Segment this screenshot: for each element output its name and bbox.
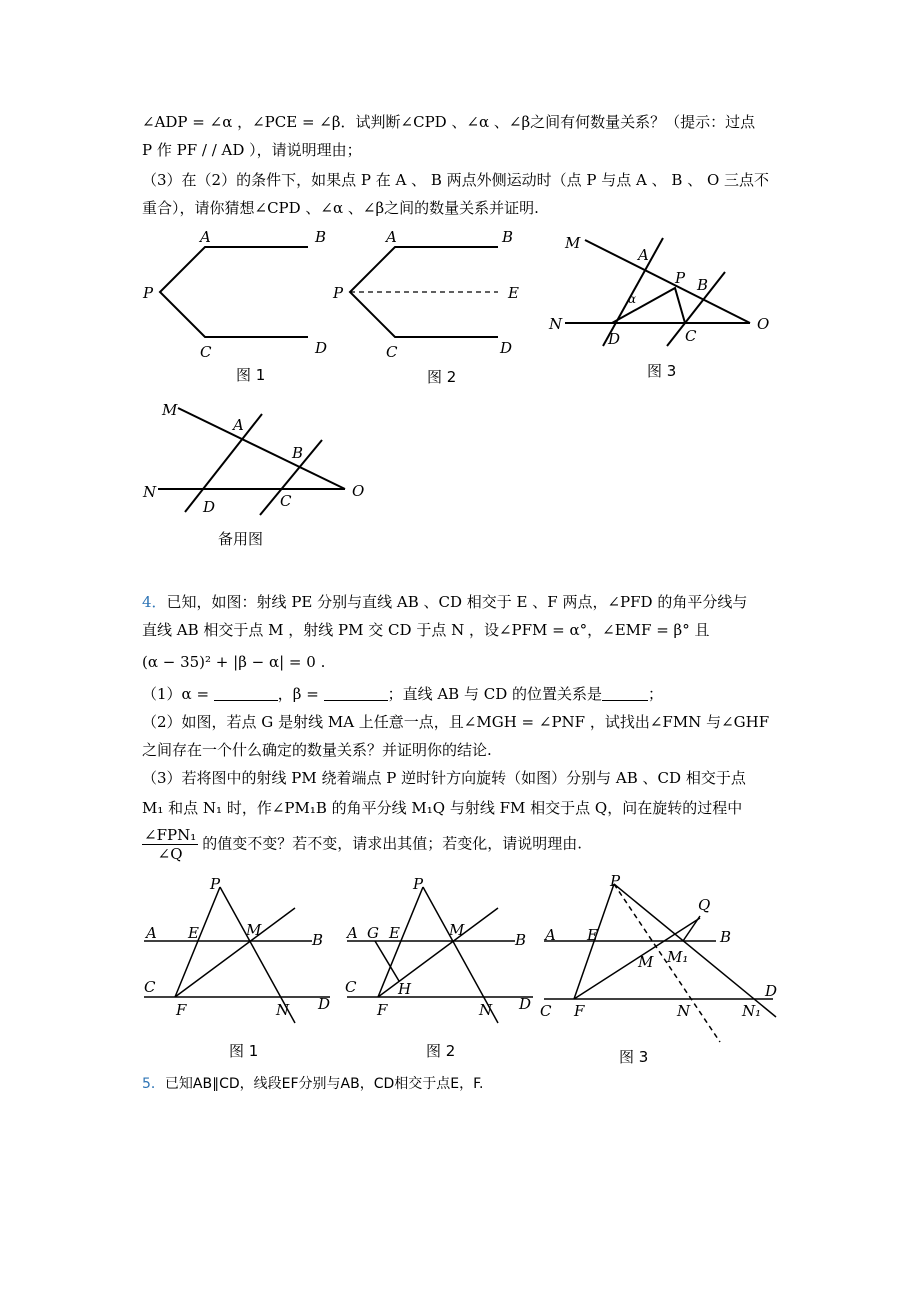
q3-figure-spare — [140, 400, 380, 525]
q4-beta-answer-blank[interactable] — [324, 686, 388, 701]
q3-fig4-label-N: N — [143, 483, 157, 501]
q4-fig3-label-F: F — [574, 1002, 585, 1020]
q3-fig4-label-O: O — [352, 482, 365, 500]
q3-fig2-caption: 图 2 — [427, 368, 457, 386]
q3-fig3-label-M: M — [565, 234, 581, 252]
q3-fig3-label-alpha: α — [628, 292, 637, 306]
q4-fig3-label-E: E — [587, 926, 598, 944]
q3-fig2-label-D: D — [500, 339, 513, 357]
q4-fig3-label-B: B — [720, 928, 732, 946]
q5-number: 5． — [142, 1076, 165, 1092]
q4-figure-3-diagram — [538, 872, 788, 1042]
q4-line-4 — [142, 684, 663, 704]
q4-line-1 — [142, 592, 747, 612]
q4-fraction-denominator: ∠Q — [157, 845, 183, 863]
q3-spare-caption: 备用图 — [218, 530, 264, 548]
q4-fig2-label-G: G — [367, 924, 379, 942]
q4-figure-3 — [538, 872, 788, 1042]
q4-fig2-label-B: B — [515, 931, 527, 949]
q4-figure-2 — [343, 875, 543, 1035]
q4-alpha-answer-blank[interactable] — [214, 686, 278, 701]
q4-fig3-label-N1: N₁ — [742, 1002, 762, 1020]
q3-fig4-label-B: B — [292, 444, 304, 462]
q4-fig3-label-M: M — [638, 953, 654, 971]
q4-line-9-text: 的值变不变？若不变，请求出其值；若变化，请说明理由. — [202, 834, 582, 853]
q4-part1-relation-label: ；直线 AB 与 CD 的位置关系是 — [387, 685, 602, 703]
q4-part1-beta-label: ，β = — [277, 685, 324, 703]
q4-part1-end: ； — [648, 685, 664, 703]
q3-fig1-label-P: P — [143, 284, 154, 302]
q5-text: 已知AB∥CD，线段EF分别与AB，CD相交于点E，F. — [164, 1076, 484, 1092]
q4-fig3-ray-pn1 — [614, 884, 776, 1017]
q4-fig1-label-F: F — [176, 1001, 187, 1019]
q4-fig2-label-N: N — [479, 1001, 493, 1019]
q4-fig3-label-M1: M₁ — [667, 948, 689, 966]
q3-fig1-label-D: D — [315, 339, 328, 357]
q4-fig1-label-E: E — [188, 924, 199, 942]
q3-fig4-label-D: D — [203, 498, 216, 516]
q4-fig2-label-C: C — [345, 978, 357, 996]
q4-line-7: （3）若将图中的射线 PM 绕着端点 P 逆时针方向旋转（如图）分别与 AB 、CD 相交于点 — [142, 769, 746, 787]
q4-fig3-label-P: P — [610, 872, 621, 890]
q4-fig2-label-M: M — [449, 921, 465, 939]
q5-line — [142, 1074, 483, 1094]
q3-fig1-label-B: B — [315, 228, 327, 246]
q3-fig1-label-C: C — [200, 343, 212, 361]
q3-fig4-label-C: C — [280, 492, 292, 510]
q4-fig3-caption: 图 3 — [619, 1048, 649, 1066]
q3-fig2-label-E: E — [508, 284, 519, 302]
q3-fig3-caption: 图 3 — [647, 362, 677, 380]
q3-fig4-line-ad — [185, 414, 262, 512]
q4-fig3-label-C: C — [540, 1002, 552, 1020]
q4-fig3-label-N: N — [677, 1002, 691, 1020]
q4-fig3-label-D: D — [765, 982, 778, 1000]
q4-fig3-label-A: A — [545, 926, 556, 944]
q4-fig2-caption: 图 2 — [426, 1042, 456, 1060]
q4-fig1-label-B: B — [312, 931, 324, 949]
q3-line-3: （3）在（2）的条件下，如果点 P 在 A 、 B 两点外侧运动时（点 P 与点 A 、 B 、 O 三点不 — [142, 171, 770, 189]
q3-fig3-label-A: A — [638, 246, 649, 264]
q3-fig3-label-B: B — [697, 276, 709, 294]
q3-fig1-lines — [160, 247, 308, 337]
q4-fig1-label-N: N — [276, 1001, 290, 1019]
q3-fig3-label-D: D — [608, 330, 621, 348]
q4-line-1-text: 已知，如图：射线 PE 分别与直线 AB 、CD 相交于 E 、F 两点，∠PFD 的角平分线与 — [166, 593, 748, 611]
q3-fig1-caption: 图 1 — [236, 366, 266, 384]
q4-fig3-segment-m1q — [683, 916, 700, 941]
q3-fig3-label-C: C — [685, 327, 697, 345]
q4-figure-1 — [140, 875, 340, 1035]
q3-fig1-label-A: A — [200, 228, 211, 246]
q4-figure-1-diagram — [140, 875, 340, 1035]
q4-fig1-label-C: C — [144, 978, 156, 996]
q3-fig4-label-M: M — [162, 401, 178, 419]
q4-fig1-label-P: P — [210, 875, 221, 893]
q4-line-3: (α − 35)² + |β − α| = 0 . — [142, 653, 326, 671]
q3-fig3-ray-mo — [585, 240, 750, 323]
q3-line-1: ∠ADP = ∠α ，∠PCE = ∠β．试判断∠CPD 、∠α 、∠β之间有何数量关系？（提示：过点 — [142, 113, 756, 131]
q4-fig1-label-D: D — [318, 995, 331, 1013]
q4-part1-alpha-label: （1）α = — [142, 685, 214, 703]
q3-fig3-label-N: N — [549, 315, 563, 333]
q3-fig2-label-B: B — [502, 228, 514, 246]
q3-fig4-ray-mo — [178, 408, 345, 489]
q4-fig2-label-H: H — [398, 980, 412, 998]
q4-line-8: M₁ 和点 N₁ 时，作∠PM₁B 的角平分线 M₁Q 与射线 FM 相交于点 Q，问在旋转的过程中 — [142, 799, 743, 817]
q4-fig3-label-Q: Q — [698, 896, 711, 914]
q4-fraction — [142, 826, 198, 863]
q3-fig3-label-O: O — [757, 315, 770, 333]
q4-fig1-label-M: M — [246, 921, 262, 939]
q4-line-9 — [142, 826, 582, 863]
q4-fraction-numerator: ∠FPN₁ — [144, 826, 197, 844]
q4-fig1-label-A: A — [146, 924, 157, 942]
q3-fig4-label-A: A — [233, 416, 244, 434]
q3-fig2-label-C: C — [386, 343, 398, 361]
q3-line-2: P 作 PF / / AD ），请说明理由； — [142, 141, 362, 159]
q4-relation-answer-blank[interactable] — [602, 686, 648, 701]
q3-fig3-lines-pd-pc — [612, 288, 685, 323]
q3-fig2-label-A: A — [386, 228, 397, 246]
q4-fig2-label-A: A — [347, 924, 358, 942]
q4-fig2-label-D: D — [519, 995, 532, 1013]
q4-fig2-label-F: F — [377, 1001, 388, 1019]
q3-line-4: 重合），请你猜想∠CPD 、∠α 、∠β之间的数量关系并证明. — [142, 199, 539, 217]
q4-line-6: 之间存在一个什么确定的数量关系？并证明你的结论. — [142, 741, 492, 759]
q4-number: 4． — [142, 593, 167, 611]
q4-fig2-label-E: E — [389, 924, 400, 942]
q4-line-2: 直线 AB 相交于点 M ，射线 PM 交 CD 于点 N ，设∠PFM = α°，∠EMF = β° 且 — [142, 621, 710, 639]
q4-figure-2-diagram — [343, 875, 543, 1035]
q3-fig3-label-P: P — [675, 269, 686, 287]
q4-fig2-label-P: P — [413, 875, 424, 893]
q3-fig2-label-P: P — [333, 284, 344, 302]
q4-line-5: （2）如图，若点 G 是射线 MA 上任意一点，且∠MGH = ∠PNF ，试找出∠FMN 与∠GHF — [142, 713, 770, 731]
q3-figure-spare-diagram — [140, 400, 380, 525]
q4-fig1-caption: 图 1 — [229, 1042, 259, 1060]
